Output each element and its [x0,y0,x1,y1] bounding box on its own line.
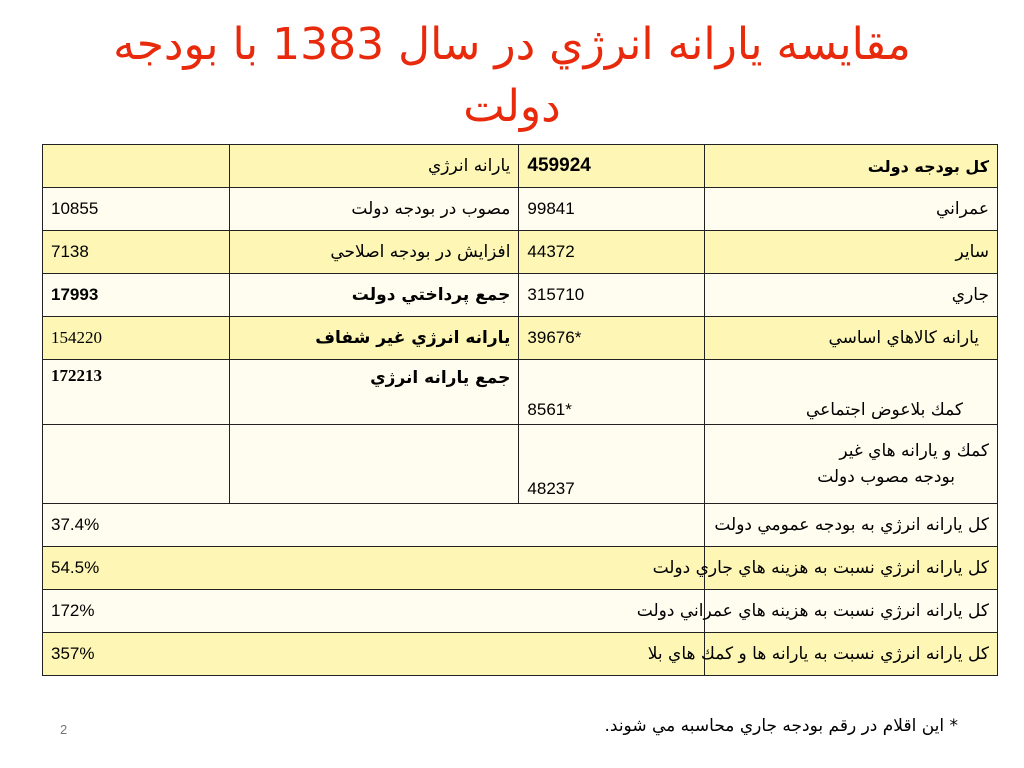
empty-cell [229,425,519,504]
energy-subsidy-header: يارانه انرژي [229,145,519,188]
total-energy-subsidy-value: 172213 [43,360,230,425]
current-label: جاري [705,274,998,317]
off-budget-subsidy-line-2: بودجه مصوب دولت [817,467,955,487]
hidden-energy-subsidy-label: يارانه انرژي غير شفاف [229,317,519,360]
total-energy-subsidy-label: جمع يارانه انرژي [229,360,519,425]
table-row [43,145,998,188]
government-paid-total-label: جمع پرداختي دولت [229,274,519,317]
ratio-row [43,504,998,547]
revised-increase-value: 7138 [43,231,230,274]
current-value: 315710 [519,274,705,317]
empty-cell [43,425,230,504]
off-budget-subsidy-label [705,425,998,504]
hidden-energy-subsidy-value: 154220 [43,317,230,360]
ratio-label: كل يارانه انرژي نسبت به هزينه هاي جاري دولت [705,547,998,590]
ratio-value: 172% [43,590,705,633]
slide-title [20,14,1004,138]
ratio-row [43,590,998,633]
ratio-value: 37.4% [43,504,705,547]
government-paid-total-value: 17993 [43,274,230,317]
approved-budget-label: مصوب در بودجه دولت [229,188,519,231]
revised-increase-label: افزايش در بودجه اصلاحي [229,231,519,274]
ratio-row [43,547,998,590]
off-budget-subsidy-line-1: كمك و يارانه هاي غير [839,441,989,461]
table-row [43,360,998,425]
ratio-label: كل يارانه انرژي به بودجه عمومي دولت [705,504,998,547]
subsidy-comparison-table [42,144,998,676]
total-budget-value: 459924 [519,145,705,188]
title-line-2: دولت [463,81,561,132]
page-number: 2 [60,722,68,737]
table-row [43,231,998,274]
ratio-row [43,633,998,676]
basic-goods-subsidy-label: يارانه كالاهاي اساسي [705,317,998,360]
ratio-label: كل يارانه انرژي نسبت به هزينه هاي عمراني دولت [705,590,998,633]
table-row [43,317,998,360]
table-row [43,274,998,317]
social-grant-label: كمك بلاعوض اجتماعي [705,360,998,425]
table-row [43,188,998,231]
energy-subsidy-header-value [43,145,230,188]
ratio-value: 54.5% [43,547,705,590]
social-grant-value: *8561 [519,360,705,425]
development-label: عمراني [705,188,998,231]
footnote: * اين اقلام در رقم بودجه جاري محاسبه مي شوند. [604,716,958,736]
approved-budget-value: 10855 [43,188,230,231]
ratio-value: 357% [43,633,705,676]
basic-goods-subsidy-value: *39676 [519,317,705,360]
development-value: 99841 [519,188,705,231]
other-value: 44372 [519,231,705,274]
total-budget-label: كل بودجه دولت [705,145,998,188]
off-budget-subsidy-value: 48237 [519,425,705,504]
ratio-label: كل يارانه انرژي نسبت به يارانه ها و كمك هاي بلا [705,633,998,676]
title-line-1: مقايسه يارانه انرژي در سال 1383 با بودجه [113,19,911,70]
table-row [43,425,998,504]
other-label: ساير [705,231,998,274]
